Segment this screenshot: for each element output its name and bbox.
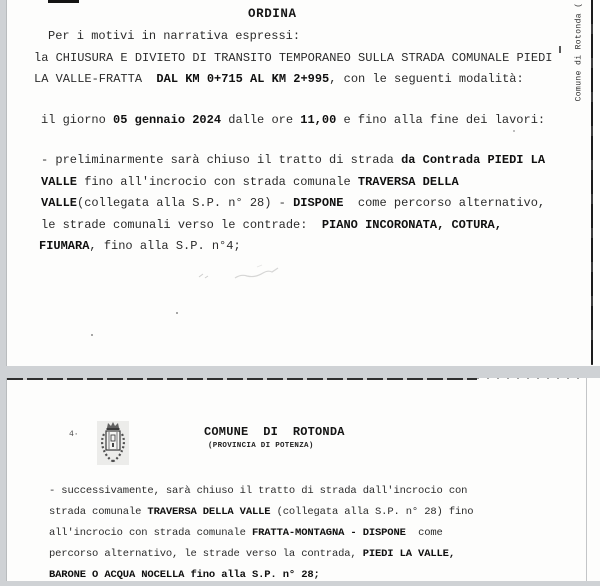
text-segment: , fino alla S.P. n°4; [89,239,241,253]
scan-artifact: 4· [69,430,79,439]
text-line [49,502,594,523]
text-segment: , con le seguenti modalità: [329,72,524,86]
scan-artifact [176,312,178,314]
scan-artifact [48,0,79,3]
scan-artifact [91,334,93,336]
coat-of-arms-icon [96,420,130,466]
scan-artifact [197,263,287,285]
page1-text-block [34,26,594,258]
text-segment: il giorno [41,112,114,127]
sidebar-vertical-label: Comune di Rotonda ( [574,2,584,102]
text-line [34,48,594,70]
text-segment: fino all'incrocio con strada comunale [77,174,358,189]
text-line [49,481,594,502]
text-segment: strada comunale [49,506,148,518]
text-segment: come [405,527,443,539]
text-line [41,172,594,194]
text-segment-bold: DAL KM 0+715 AL KM 2+995 [156,72,330,86]
scan-artifact [477,378,582,379]
page-title: ORDINA [248,7,297,21]
text-segment: (collegata alla S.P. n° 28) - [77,196,294,210]
text-segment: e fino alla fine dei lavori: [336,112,546,127]
text-segment-bold: VALLE [41,196,78,210]
scan-artifact [559,46,561,53]
organization-subtitle: (PROVINCIA DI POTENZA) [208,442,314,450]
text-line [49,523,594,544]
text-segment: come percorso alternativo, [343,196,546,210]
text-segment: le strade comunali verso le contrade: [41,217,322,232]
text-segment-bold: BARONE O ACQUA NOCELLA fino alla S.P. n° 28; [49,569,320,581]
text-segment-bold: PIEDI LA VALLE, [362,548,455,560]
scanned-page-2 [6,378,600,581]
text-segment-bold: da Contrada PIEDI LA [401,153,546,167]
text-segment: dalle ore [221,112,301,127]
text-segment-bold: PIANO INCORONATA, COTURA, [321,217,502,232]
text-line [49,565,594,586]
text-line [41,215,594,237]
text-line [41,150,594,172]
text-segment: - successivamente, sarà chiuso il tratto di strada dall'incrocio con [49,485,468,497]
scan-artifact [513,130,515,132]
page2-text-block [49,481,594,586]
scanned-page-1 [6,0,600,366]
text-segment-bold: DISPONE [293,196,344,210]
text-segment-bold: FRATTA-MONTAGNA - DISPONE [251,527,406,539]
text-line [48,26,594,48]
text-line [49,544,594,565]
text-line [34,69,594,91]
text-segment: la CHIUSURA E DIVIETO DI TRANSITO TEMPORANEO SULLA STRADA COMUNALE PIEDI [34,50,553,65]
text-segment-bold: 11,00 [300,112,337,127]
text-line [41,110,594,132]
text-segment: all'incrocio con strada comunale [49,527,252,539]
text-segment-bold: TRAVERSA DELLA VALLE [147,506,271,518]
text-segment: LA VALLE-FRATTA [34,72,157,86]
text-line [41,193,594,215]
text-segment-bold: TRAVERSA DELLA [357,174,459,189]
text-line [39,236,594,258]
organization-name: COMUNE DI ROTONDA [204,425,345,439]
text-segment-bold: 05 gennaio 2024 [113,112,222,127]
text-segment: (collegata alla S.P. n° 28) fino [270,506,474,518]
text-segment: Per i motivi in narrativa espressi: [48,29,301,43]
scan-artifact [7,378,477,380]
text-segment: - preliminarmente sarà chiuso il tratto di strada [41,153,402,167]
text-segment: percorso alternativo, le strade verso la contrada, [49,548,363,560]
text-segment-bold: FIUMARA [39,239,90,253]
text-segment-bold: VALLE [41,174,78,189]
